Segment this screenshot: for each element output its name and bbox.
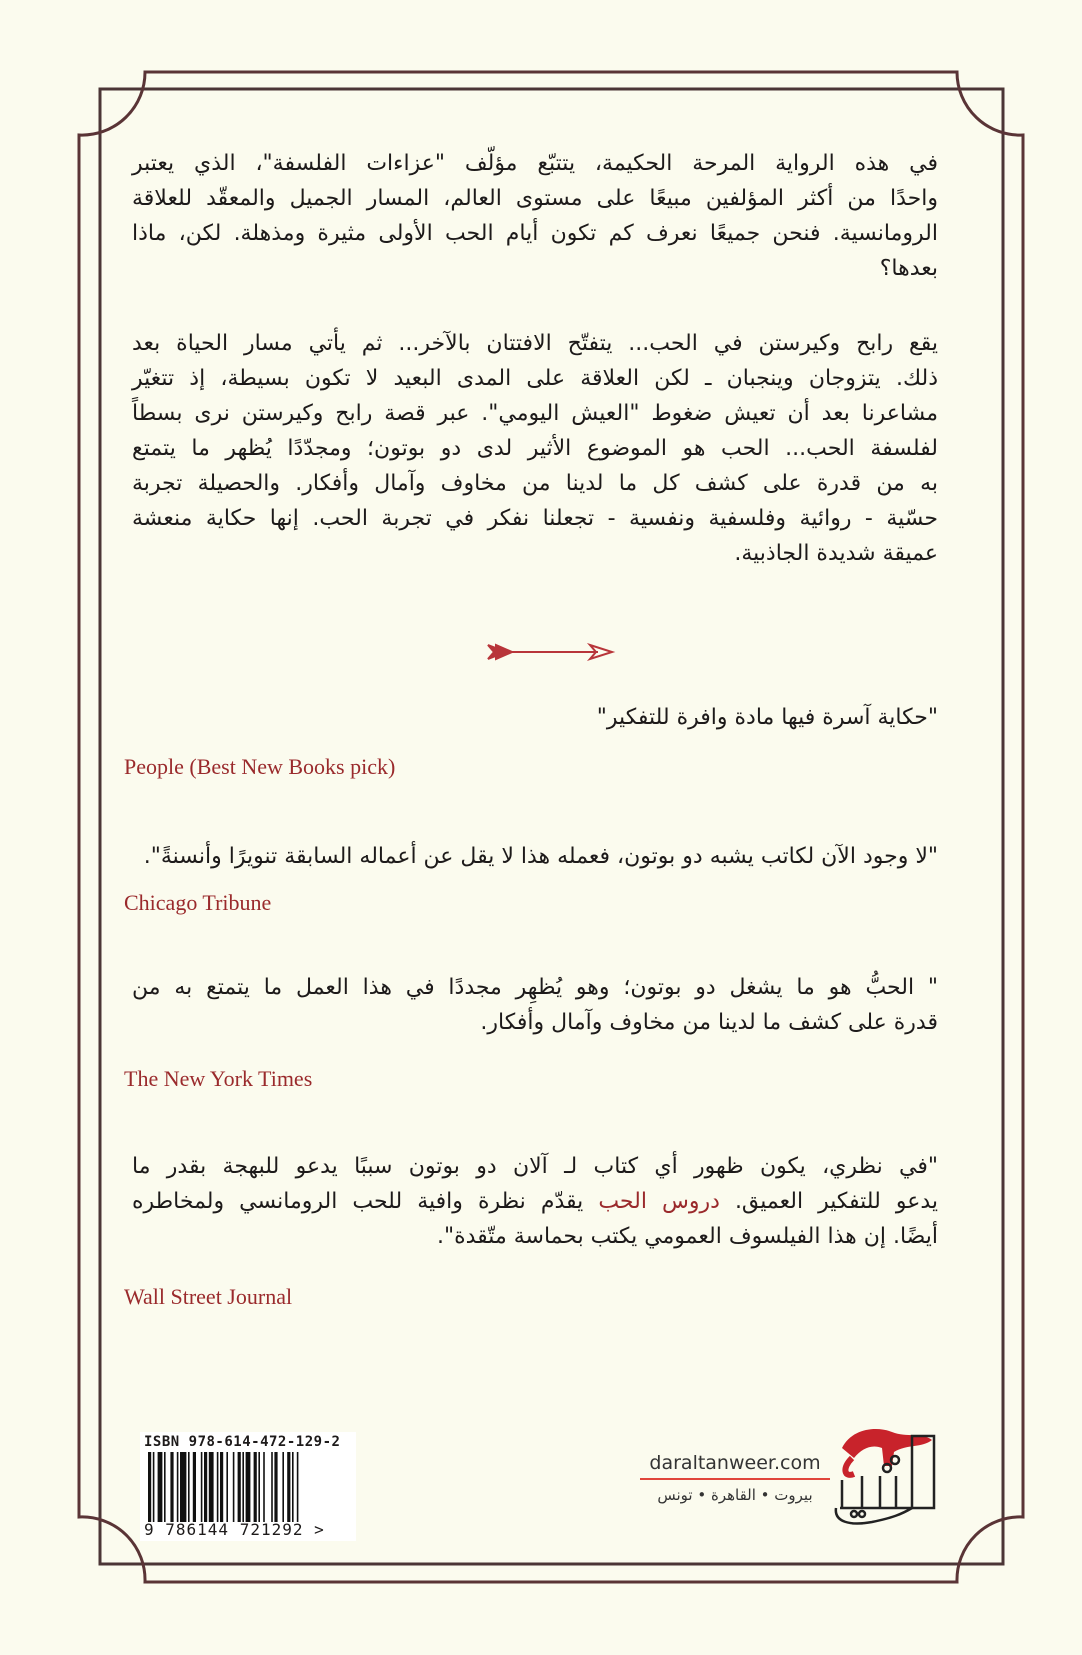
barcode-bar bbox=[188, 1452, 190, 1522]
barcode-bar bbox=[193, 1452, 196, 1522]
arrow-ornament-icon bbox=[486, 640, 616, 664]
barcode-bar bbox=[238, 1452, 241, 1522]
quote-line: " الحبُّ هو ما يشغل دو بوتون؛ وهو يُظهِر مجددًا في هذا العمل ما يتمتع به من bbox=[132, 975, 938, 1000]
barcode-bar bbox=[242, 1452, 244, 1522]
review-quote-wsj bbox=[132, 1149, 938, 1254]
review-source-wsj: Wall Street Journal bbox=[124, 1284, 293, 1309]
barcode-bar bbox=[287, 1452, 290, 1522]
quote-line: "لا وجود الآن لكاتب يشبه دو بوتون، فعمله هذا لا يقل عن أعماله السابقة تنويرًا وأنسنةً". bbox=[143, 844, 938, 869]
review-quote-people bbox=[132, 700, 938, 735]
barcode-bar bbox=[177, 1452, 179, 1522]
text-line: ذلك. يتزوجان وينجبان ـ لكن العلاقة على المدى البعيد لا تكون بسيطة، إذ تتغيّر bbox=[132, 366, 938, 391]
text-line: واحدًا من أكثر المؤلفين مبيعًا على مستوى العالم، المسار الجميل والمعقّد للعلاقة bbox=[132, 186, 938, 211]
text-line: في هذه الرواية المرحة الحكيمة، يتتبّع مؤلّف "عزاءات الفلسفة"، الذي يعتبر bbox=[132, 151, 938, 176]
barcode-bar bbox=[254, 1452, 257, 1522]
isbn-label: ISBN 978-614-472-129-2 bbox=[144, 1434, 341, 1450]
barcode-bar bbox=[217, 1452, 219, 1522]
barcode-icon bbox=[144, 1452, 352, 1522]
quote-line: قدرة على كشف ما لدينا من مخاوف وآمال وأفكار. bbox=[480, 1010, 938, 1035]
divider bbox=[640, 1478, 830, 1480]
isbn-barcode bbox=[140, 1432, 356, 1541]
barcode-bar bbox=[226, 1452, 228, 1522]
text-line: به من قدرة على كشف كل ما لدينا من مخاوف وآمال وأفكار. والحصيلة تجربة bbox=[132, 471, 938, 496]
barcode-digits: 9 786144 721292 > bbox=[144, 1520, 325, 1539]
text-line: لفلسفة الحب... الحب هو الموضوع الأثير لدى دو بوتون؛ ومجدّدًا يُظهر ما يتمتع bbox=[132, 436, 938, 461]
text-line: بعدها؟ bbox=[879, 256, 938, 281]
barcode-bar bbox=[220, 1452, 223, 1522]
text-line: يقع رابح وكيرستن في الحب... يتفتّح الافتتان بالآخر... ثم يأتي مسار الحياة بعد bbox=[132, 331, 938, 356]
review-quote-chicago-tribune bbox=[132, 839, 938, 874]
barcode-bar bbox=[263, 1452, 265, 1522]
publisher-logo-icon bbox=[832, 1418, 942, 1533]
publisher-cities: بيروت • القاهرة • تونس bbox=[657, 1486, 813, 1504]
barcode-bar bbox=[258, 1452, 260, 1522]
barcode-bar bbox=[153, 1452, 155, 1522]
barcode-bar bbox=[274, 1452, 277, 1522]
book-title-highlight: دروس الحب bbox=[598, 1189, 720, 1214]
quote-line: "في نظري، يكون ظهور أي كتاب لـ آلان دو بوتون سببًا يدعو للبهجة بقدر ما bbox=[132, 1154, 938, 1179]
barcode-bar bbox=[209, 1452, 214, 1522]
barcode-bar bbox=[164, 1452, 166, 1522]
description-paragraph-2 bbox=[132, 326, 938, 571]
barcode-bar bbox=[158, 1452, 163, 1522]
review-quote-nyt bbox=[132, 970, 938, 1040]
quote-line: "حكاية آسرة فيها مادة وافرة للتفكير" bbox=[596, 705, 938, 730]
barcode-bar bbox=[246, 1452, 251, 1522]
description-paragraph-1 bbox=[132, 146, 938, 286]
text-line: عميقة شديدة الجاذبية. bbox=[734, 541, 938, 566]
quote-text: يقدّم نظرة وافية للحب الرومانسي ولمخاطره bbox=[132, 1189, 599, 1214]
barcode-bar bbox=[201, 1452, 203, 1522]
quote-text: يدعو للتفكير العميق. bbox=[719, 1189, 939, 1214]
barcode-bar bbox=[282, 1452, 284, 1522]
publisher-info bbox=[640, 1452, 830, 1504]
barcode-bar bbox=[148, 1452, 151, 1522]
publisher-website: daraltanweer.com bbox=[649, 1452, 821, 1474]
review-source-chicago-tribune: Chicago Tribune bbox=[124, 890, 272, 915]
review-source-nyt: The New York Times bbox=[124, 1066, 313, 1091]
barcode-bar bbox=[233, 1452, 235, 1522]
barcode-bar bbox=[292, 1452, 294, 1522]
barcode-bar bbox=[170, 1452, 173, 1522]
barcode-bar bbox=[204, 1452, 207, 1522]
barcode-bar bbox=[180, 1452, 186, 1522]
text-line: حسّية - روائية وفلسفية ونفسية - تجعلنا نفكر في تجربة الحب. إنها حكاية منعشة bbox=[132, 506, 938, 531]
barcode-bar bbox=[297, 1452, 299, 1522]
quote-line bbox=[132, 1184, 938, 1219]
barcode-bar bbox=[271, 1452, 273, 1522]
text-line: مشاعرنا بعد أن تعيش ضغوط "العيش اليومي". عبر قصة رابح وكيرستن نرى بسطاً bbox=[132, 401, 938, 426]
review-source-people: People (Best New Books pick) bbox=[124, 754, 396, 779]
quote-line: أيضًا. إن هذا الفيلسوف العمومي يكتب بحماسة متّقدة". bbox=[436, 1224, 938, 1249]
text-line: الرومانسية. فنحن جميعًا نعرف كم تكون أيام الحب الأولى مثيرة ومذهلة. لكن، ماذا bbox=[132, 221, 938, 246]
